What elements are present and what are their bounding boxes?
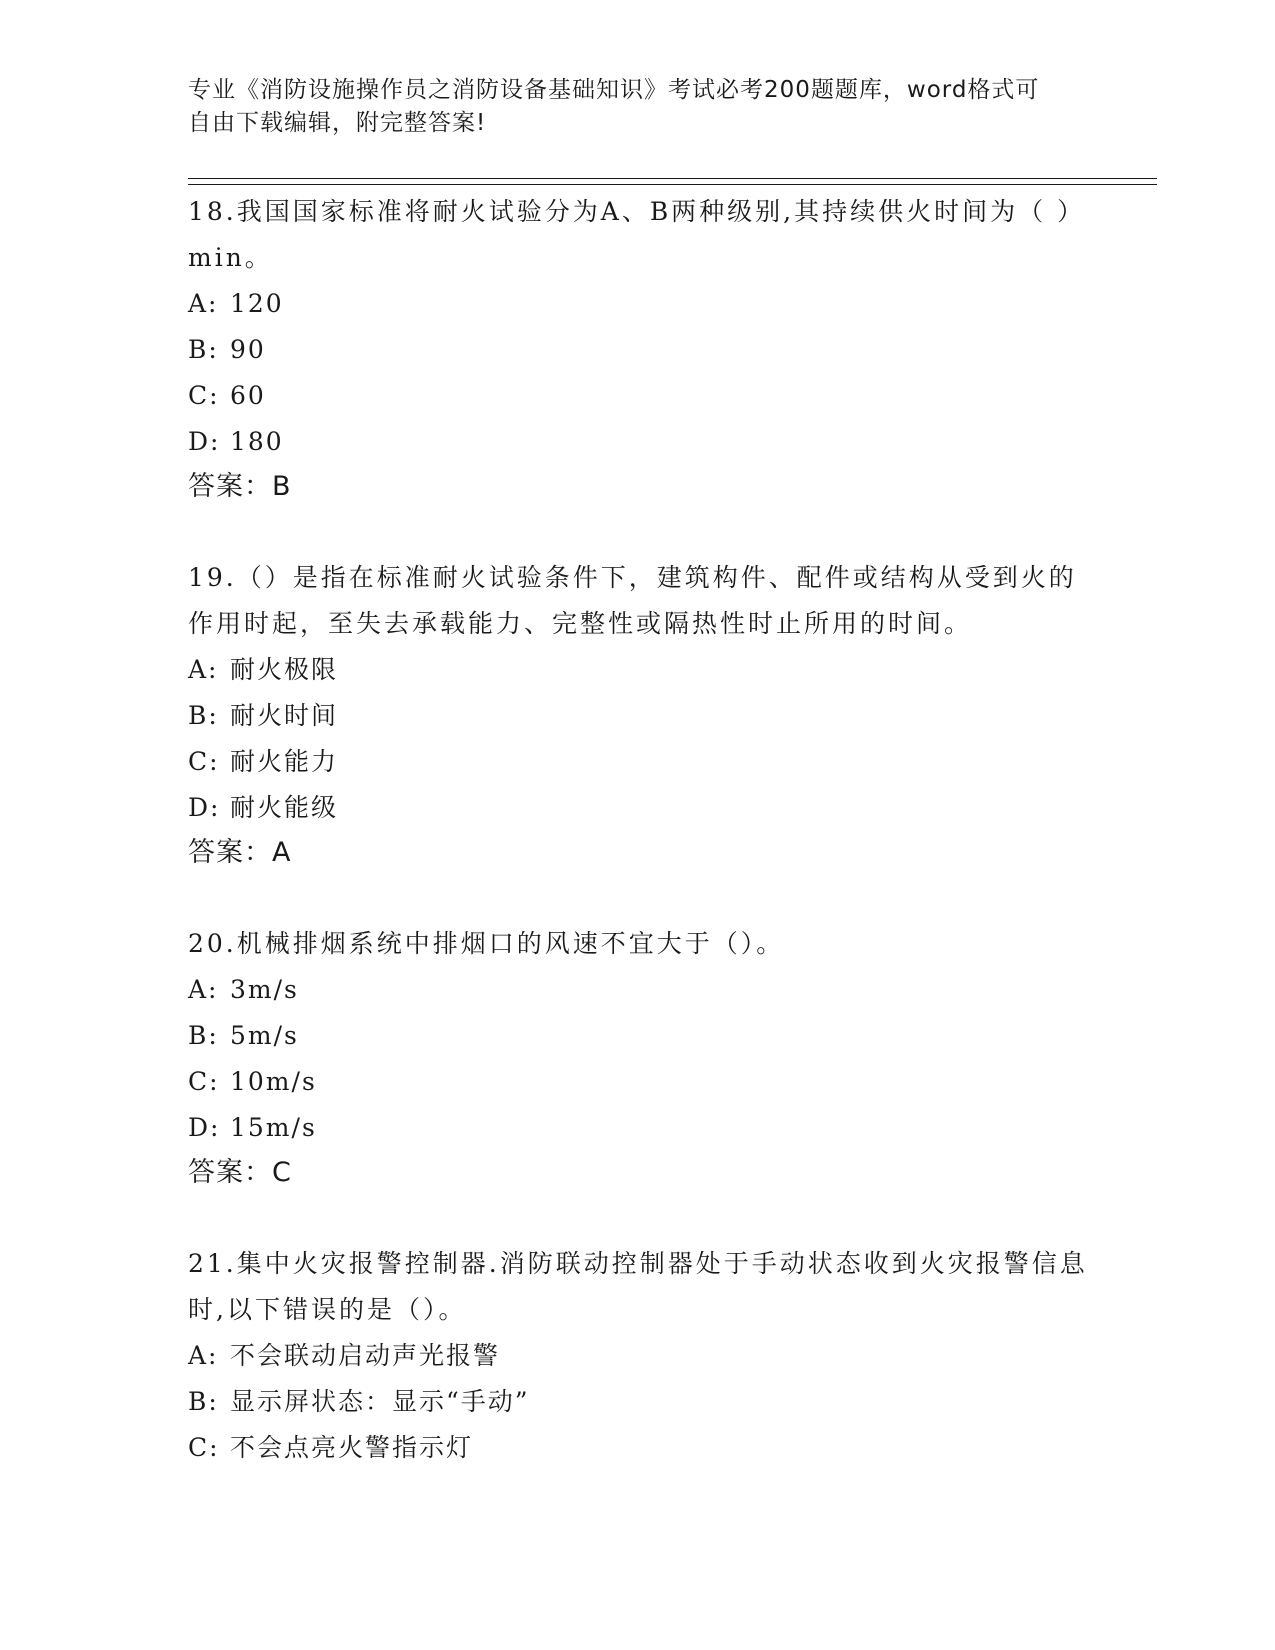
option-d [188, 419, 1088, 465]
option-text: 耐火能力 [230, 747, 339, 776]
question-text: 20.机械排烟系统中排烟口的风速不宜大于（）。 [188, 929, 785, 958]
option-letter: C: [188, 1433, 220, 1462]
question-20 [188, 921, 1088, 1195]
question-text: 21.集中火灾报警控制器.消防联动控制器处于手动状态收到火灾报警信息时,以下错误的是（）。 [188, 1249, 1088, 1324]
option-text: 90 [230, 335, 266, 364]
option-b [188, 693, 1088, 739]
option-text: 耐火时间 [230, 701, 339, 730]
option-letter: D: [188, 1113, 221, 1142]
option-letter: C: [188, 747, 220, 776]
option-c [188, 739, 1088, 785]
question-19 [188, 555, 1088, 875]
question-21 [188, 1241, 1088, 1471]
option-d [188, 1105, 1088, 1151]
option-text: 60 [230, 381, 266, 410]
option-text: 10m/s [230, 1067, 317, 1096]
option-text: 耐火能级 [230, 793, 339, 822]
option-text: 不会联动启动声光报警 [230, 1341, 501, 1370]
option-text: 3m/s [230, 975, 299, 1004]
option-c [188, 1425, 1088, 1471]
option-c [188, 1059, 1088, 1105]
option-b [188, 1379, 1088, 1425]
option-letter: C: [188, 1067, 220, 1096]
header-divider-top [188, 178, 1157, 179]
option-text: 耐火极限 [230, 655, 339, 684]
answer-line: 答案：A [188, 837, 292, 868]
option-c [188, 373, 1088, 419]
option-letter: A: [188, 975, 219, 1004]
option-text: 15m/s [230, 1113, 317, 1142]
answer-line: 答案：B [188, 471, 292, 502]
option-text: 显示屏状态：显示“手动” [230, 1387, 530, 1416]
option-letter: D: [188, 793, 221, 822]
option-text: 不会点亮火警指示灯 [230, 1433, 474, 1462]
option-letter: B: [188, 1387, 219, 1416]
header-line-2: 自由下载编辑，附完整答案! [188, 110, 487, 136]
option-letter: A: [188, 1341, 219, 1370]
option-letter: B: [188, 701, 219, 730]
answer-line: 答案：C [188, 1157, 292, 1188]
question-text: 18.我国国家标准将耐火试验分为A、B两种级别,其持续供火时间为（ ）min。 [188, 197, 1086, 272]
option-letter: B: [188, 335, 219, 364]
option-letter: B: [188, 1021, 219, 1050]
option-letter: A: [188, 655, 219, 684]
option-b [188, 1013, 1088, 1059]
option-letter: C: [188, 381, 220, 410]
option-text: 5m/s [230, 1021, 299, 1050]
question-18 [188, 189, 1088, 509]
option-b [188, 327, 1088, 373]
option-a [188, 647, 1088, 693]
header-line-1: 专业《消防设施操作员之消防设备基础知识》考试必考200题题库，word格式可 [188, 77, 1040, 103]
header-divider-bottom [188, 184, 1157, 185]
option-a [188, 967, 1088, 1013]
option-letter: A: [188, 289, 219, 318]
question-text: 19.（）是指在标准耐火试验条件下，建筑构件、配件或结构从受到火的作用时起，至失去承载能力、完整性或隔热性时止所用的时间。 [188, 563, 1077, 638]
option-text: 180 [230, 427, 284, 456]
option-a [188, 281, 1088, 327]
option-d [188, 785, 1088, 831]
document-header [188, 74, 1088, 140]
option-text: 120 [230, 289, 284, 318]
option-letter: D: [188, 427, 221, 456]
option-a [188, 1333, 1088, 1379]
